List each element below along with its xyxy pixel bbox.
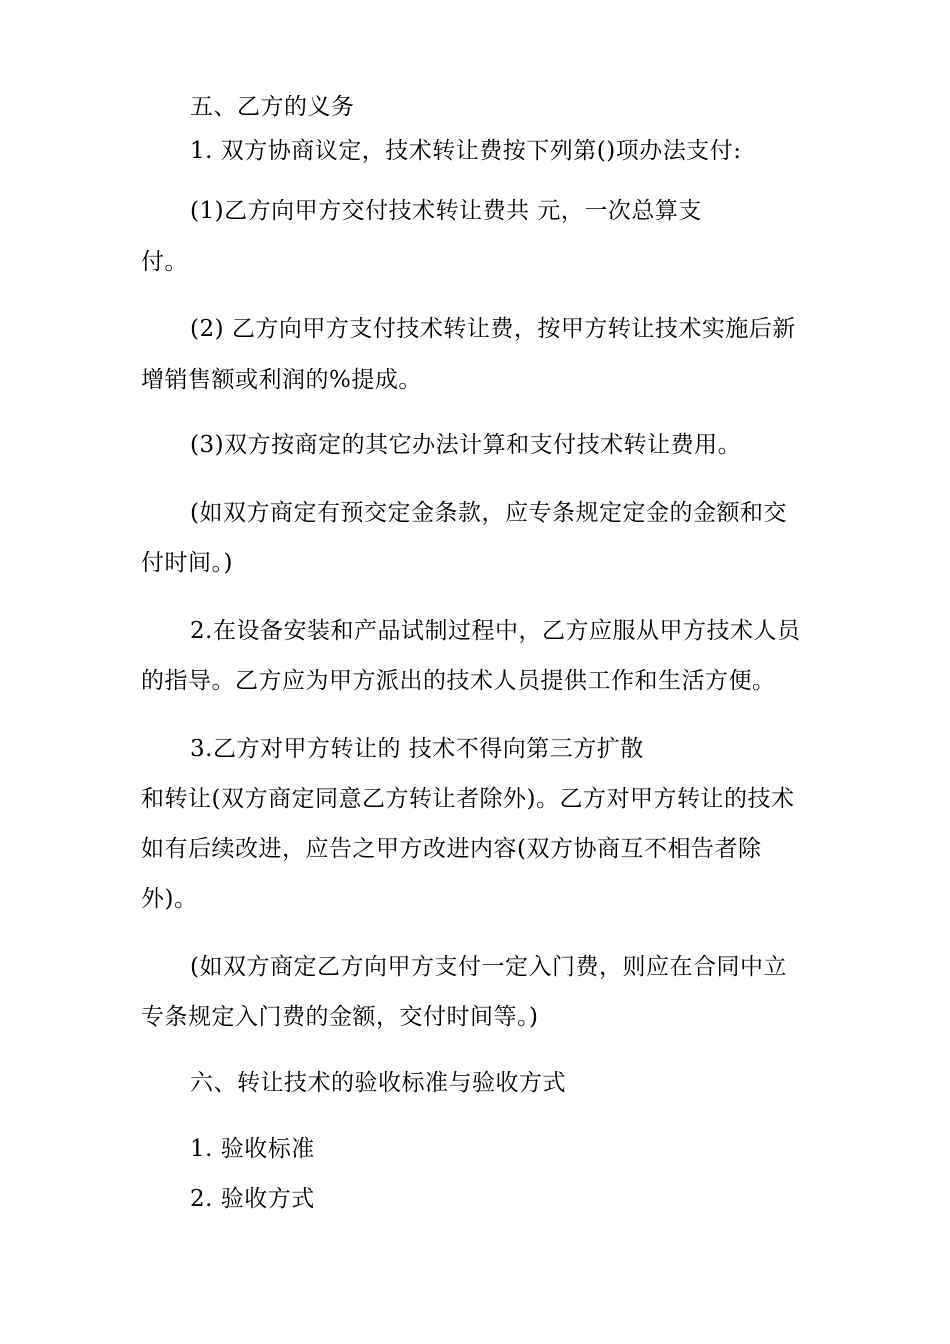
paragraph-option-2-line-1: (2) 乙方向甲方支付技术转让费，按甲方转让技术实施后新 — [190, 316, 796, 342]
paragraph-option-2-line-2: 增销售额或利润的%提成。 — [141, 367, 422, 393]
paragraph-item-1: 1. 双方协商议定，技术转让费按下列第()项办法支付: — [190, 138, 742, 164]
paragraph-note-2-line-2: 专条规定入门费的金额，交付时间等。) — [141, 1004, 539, 1030]
paragraph-note-1-line-1: (如双方商定有预交定金条款，应专条规定定金的金额和交 — [190, 500, 787, 526]
paragraph-item-2-line-2: 的指导。乙方应为甲方派出的技术人员提供工作和生活方便。 — [141, 668, 776, 694]
paragraph-item-3-line-3: 如有后续改进，应告之甲方改进内容(双方协商互不相告者除 — [141, 836, 762, 862]
paragraph-item-3-line-1: 3.乙方对甲方转让的 技术不得向第三方扩散 — [190, 736, 644, 762]
paragraph-option-3: (3)双方按商定的其它办法计算和支付技术转让费用。 — [190, 432, 742, 458]
paragraph-six-item-2: 2. 验收方式 — [190, 1186, 315, 1212]
paragraph-item-3-line-4: 外)。 — [141, 886, 198, 912]
paragraph-note-2-line-1: (如双方商定乙方向甲方支付一定入门费，则应在合同中立 — [190, 954, 787, 980]
paragraph-note-1-line-2: 付时间。) — [141, 550, 233, 576]
section-heading-five: 五、乙方的义务 — [190, 94, 355, 120]
paragraph-option-1-line-2: 付。 — [141, 249, 188, 275]
section-heading-six: 六、转让技术的验收标准与验收方式 — [190, 1070, 566, 1096]
paragraph-item-3-line-2: 和转让(双方商定同意乙方转让者除外)。乙方对甲方转让的技术 — [141, 786, 795, 812]
paragraph-option-1-line-1: (1)乙方向甲方交付技术转让费共 元，一次总算支 — [190, 198, 702, 224]
paragraph-six-item-1: 1. 验收标准 — [190, 1136, 315, 1162]
paragraph-item-2-line-1: 2.在设备安装和产品试制过程中，乙方应服从甲方技术人员 — [190, 618, 801, 644]
